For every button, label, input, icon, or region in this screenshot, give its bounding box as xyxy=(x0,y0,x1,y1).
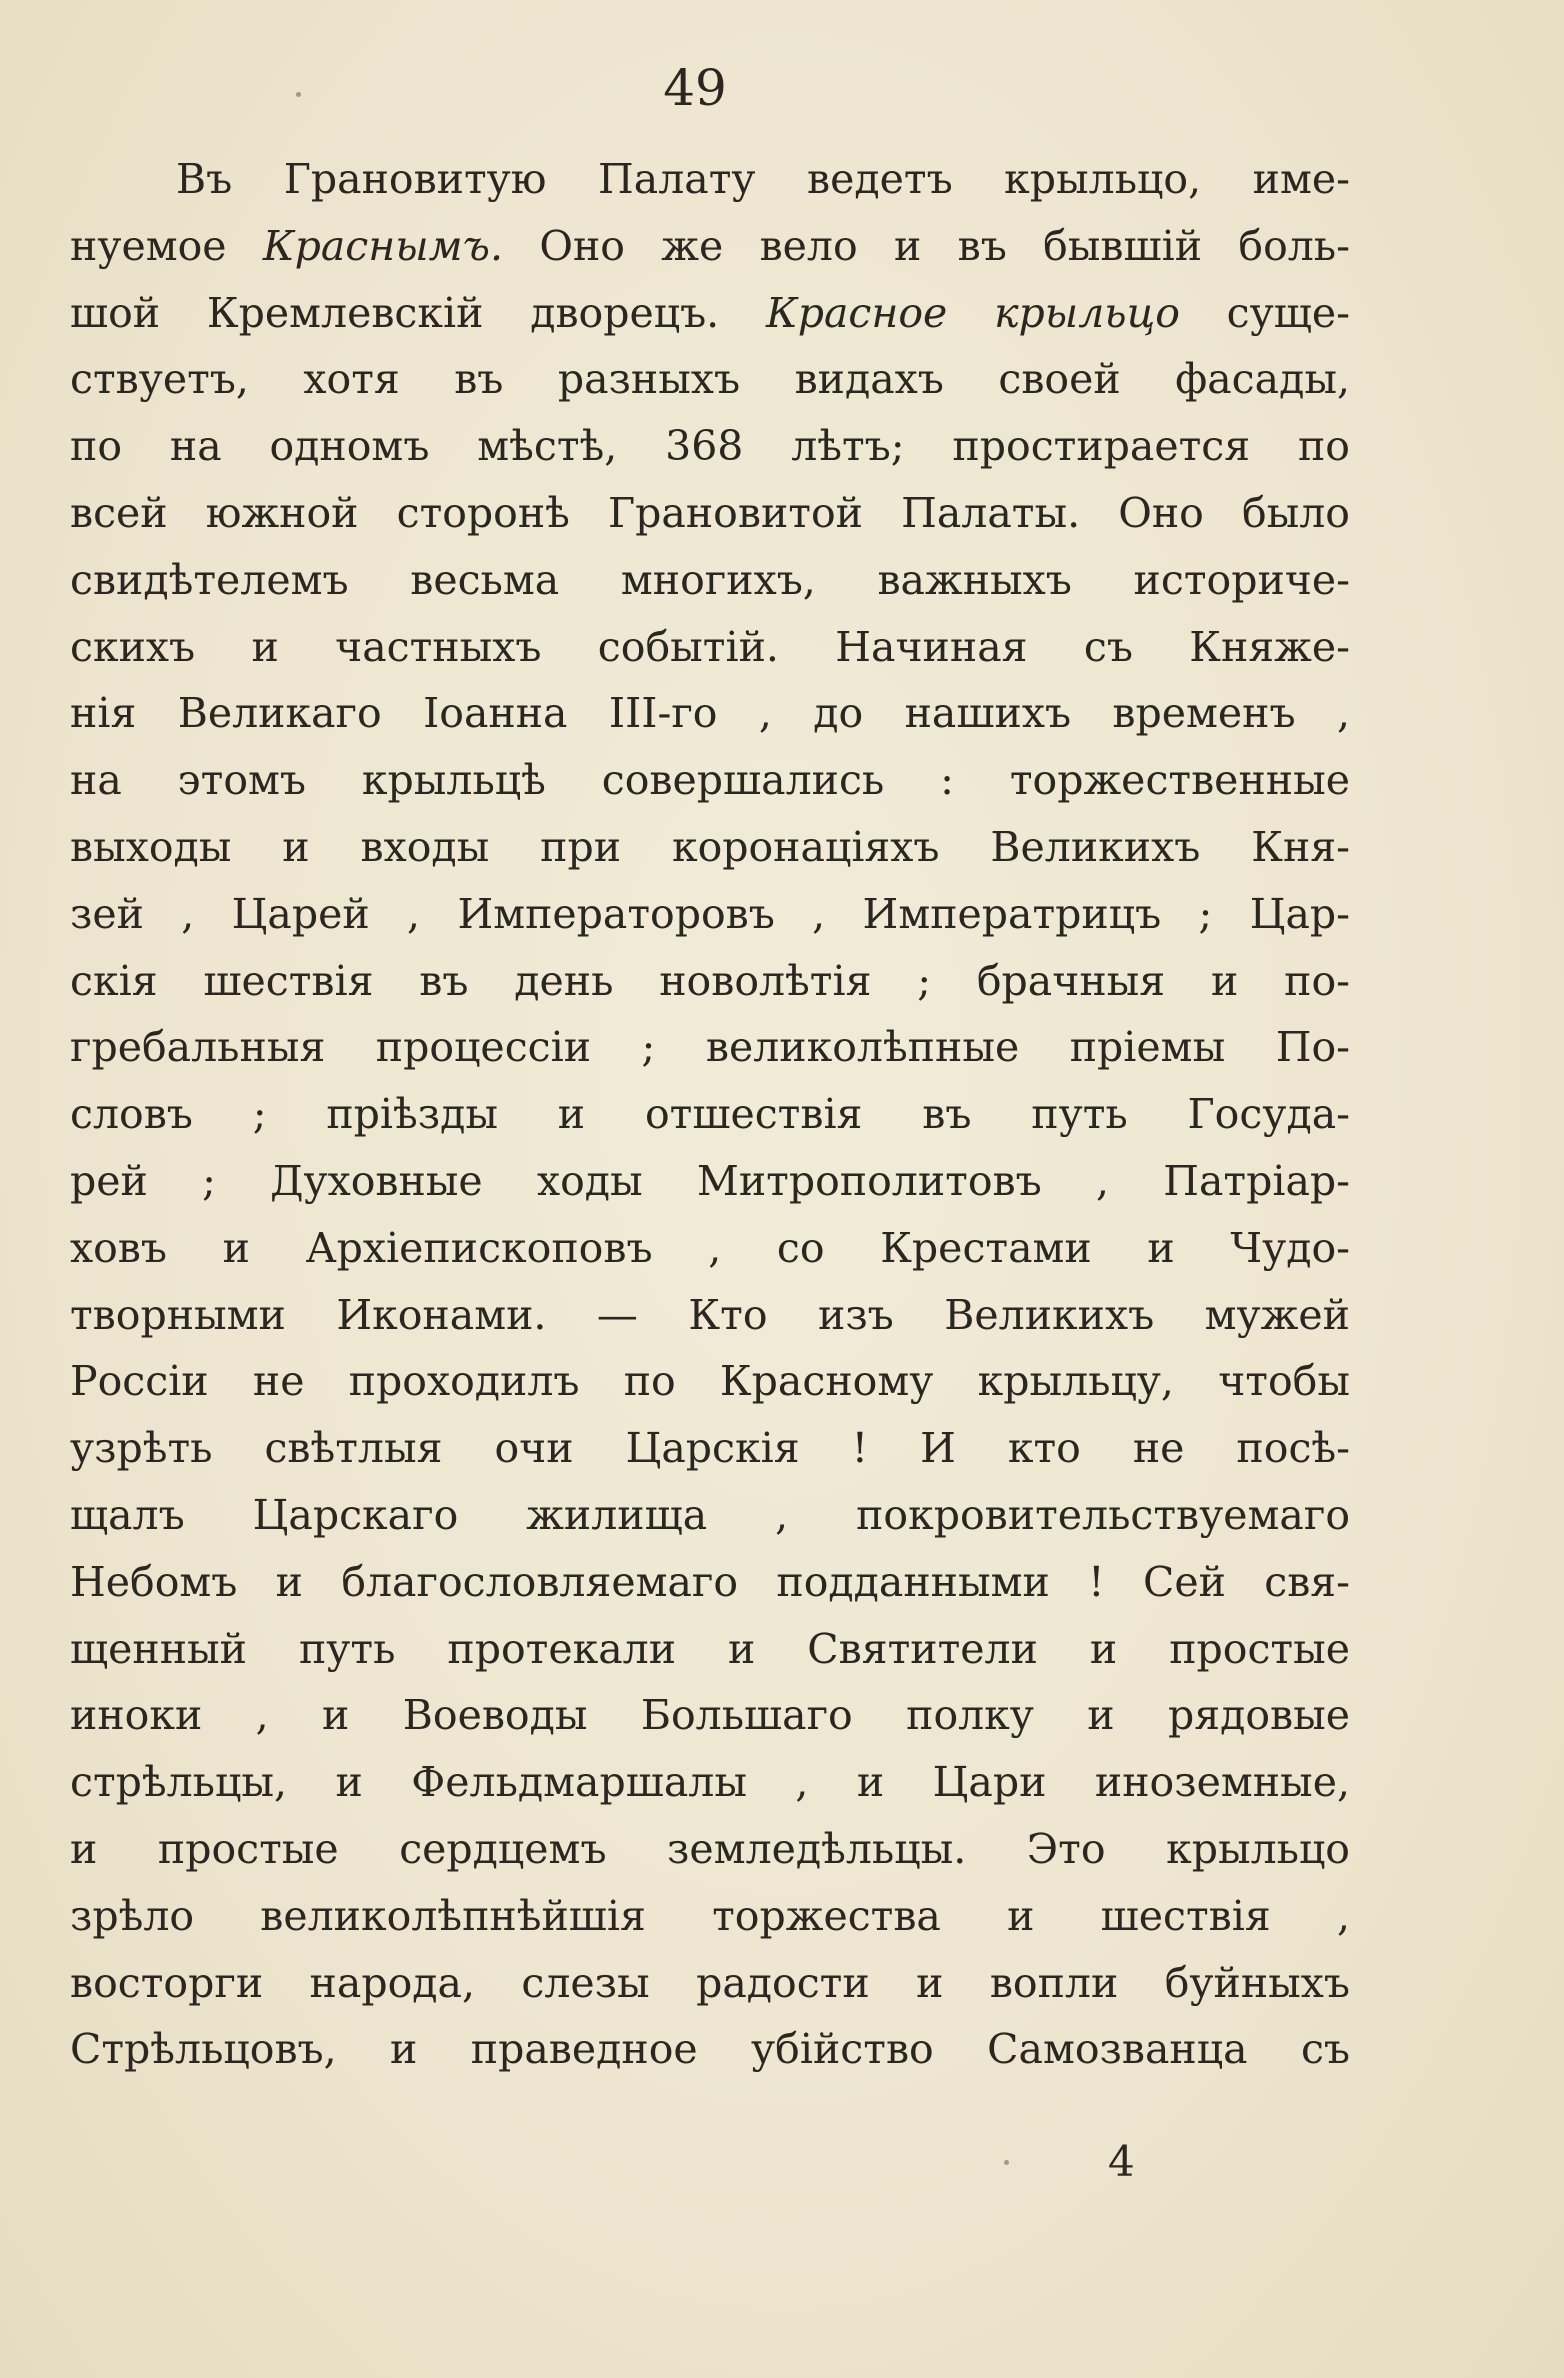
text-line xyxy=(70,814,1350,881)
text-run: всей южной сторонѣ Грановитой Палаты. Оно было xyxy=(70,488,1350,537)
text-run: словъ ; пріѣзды и отшествія въ путь Госуда- xyxy=(70,1090,1350,1139)
text-run: зей , Царей , Императоровъ , Императрицъ ; Цар- xyxy=(70,889,1350,938)
text-run: свидѣтелемъ весьма многихъ, важныхъ историче- xyxy=(70,555,1350,604)
text-line xyxy=(70,1749,1350,1816)
text-run: стрѣльцы, и Фельдмаршалы , и Цари иноземные, xyxy=(70,1758,1350,1807)
text-run: щалъ Царскаго жилища , покровительствуемаго xyxy=(70,1490,1350,1539)
text-line xyxy=(70,1682,1350,1749)
text-line xyxy=(70,1148,1350,1215)
text-line xyxy=(70,1415,1350,1482)
text-run: и простые сердцемъ земледѣльцы. Это крыльцо xyxy=(70,1824,1350,1873)
text-run: ствуетъ, хотя въ разныхъ видахъ своей фасады, xyxy=(70,355,1350,404)
text-run: скія шествія въ день новолѣтія ; брачныя и по- xyxy=(70,956,1350,1005)
ink-speck xyxy=(296,92,301,97)
text-line xyxy=(70,1081,1350,1148)
text-line xyxy=(70,1014,1350,1081)
text-run: на этомъ крыльцѣ совершались : торжественные xyxy=(70,756,1350,805)
body-text xyxy=(70,146,1350,2083)
text-run: ховъ и Архіепископовъ , со Крестами и Чудо- xyxy=(70,1223,1350,1272)
text-run: рей ; Духовные ходы Митрополитовъ , Патріар- xyxy=(70,1156,1350,1205)
text-run: Небомъ и благословляемаго подданными ! Сей свя- xyxy=(70,1557,1350,1606)
text-line xyxy=(70,2016,1350,2083)
text-run: Россіи не проходилъ по Красному крыльцу, чтобы xyxy=(70,1357,1350,1406)
text-run: щенный путь протекали и Святители и простые xyxy=(70,1624,1350,1673)
text-run: узрѣть свѣтлыя очи Царскія ! И кто не посѣ- xyxy=(70,1424,1350,1473)
text-line xyxy=(70,480,1350,547)
text-run: по на одномъ мѣстѣ, 368 лѣтъ; простирается по xyxy=(70,422,1350,471)
text-line xyxy=(70,680,1350,747)
text-line xyxy=(70,1482,1350,1549)
text-line xyxy=(70,213,1350,280)
text-line xyxy=(70,1215,1350,1282)
text-run: скихъ и частныхъ событій. Начиная съ Княже- xyxy=(70,622,1350,671)
text-line xyxy=(70,747,1350,814)
text-run: восторги народа, слезы радости и вопли буйныхъ xyxy=(70,1958,1350,2007)
text-line xyxy=(70,146,1350,213)
text-line xyxy=(70,1348,1350,1415)
text-line xyxy=(70,881,1350,948)
text-line xyxy=(70,1616,1350,1683)
text-line xyxy=(70,280,1350,347)
text-run: нія Великаго Іоанна III-го , до нашихъ временъ , xyxy=(70,689,1350,738)
text-line xyxy=(70,614,1350,681)
text-line xyxy=(70,1950,1350,2017)
text-run: шой Кремлевскій дворецъ. xyxy=(70,288,766,337)
text-line xyxy=(70,547,1350,614)
italic-phrase: Красное крыльцо xyxy=(765,288,1180,337)
text-run: Оно же вело и въ бывшій боль- xyxy=(503,221,1350,270)
signature-mark: 4 xyxy=(1108,2137,1135,2186)
text-line xyxy=(70,948,1350,1015)
ink-speck xyxy=(1004,2160,1009,2165)
text-line xyxy=(70,1549,1350,1616)
page-number: 49 xyxy=(663,59,727,117)
text-line xyxy=(70,1816,1350,1883)
text-run: творными Иконами. — Кто изъ Великихъ мужей xyxy=(70,1290,1350,1339)
text-run: Въ Грановитую Палату ведетъ крыльцо, име- xyxy=(176,155,1350,203)
text-run: гребальныя процессіи ; великолѣпные пріемы По- xyxy=(70,1023,1350,1072)
text-run: Стрѣльцовъ, и праведное убійство Самозванца съ xyxy=(70,2025,1350,2074)
text-line xyxy=(70,346,1350,413)
text-run: выходы и входы при коронаціяхъ Великихъ Кня- xyxy=(70,822,1350,871)
text-run: иноки , и Воеводы Большаго полку и рядовые xyxy=(70,1691,1350,1740)
text-line xyxy=(70,1282,1350,1349)
text-run: суще- xyxy=(1179,288,1350,337)
text-run: зрѣло великолѣпнѣйшія торжества и шествія , xyxy=(70,1891,1350,1940)
italic-phrase: Краснымъ. xyxy=(262,221,504,270)
text-line xyxy=(70,1883,1350,1950)
text-run: нуемое xyxy=(70,221,263,270)
text-line xyxy=(70,413,1350,480)
